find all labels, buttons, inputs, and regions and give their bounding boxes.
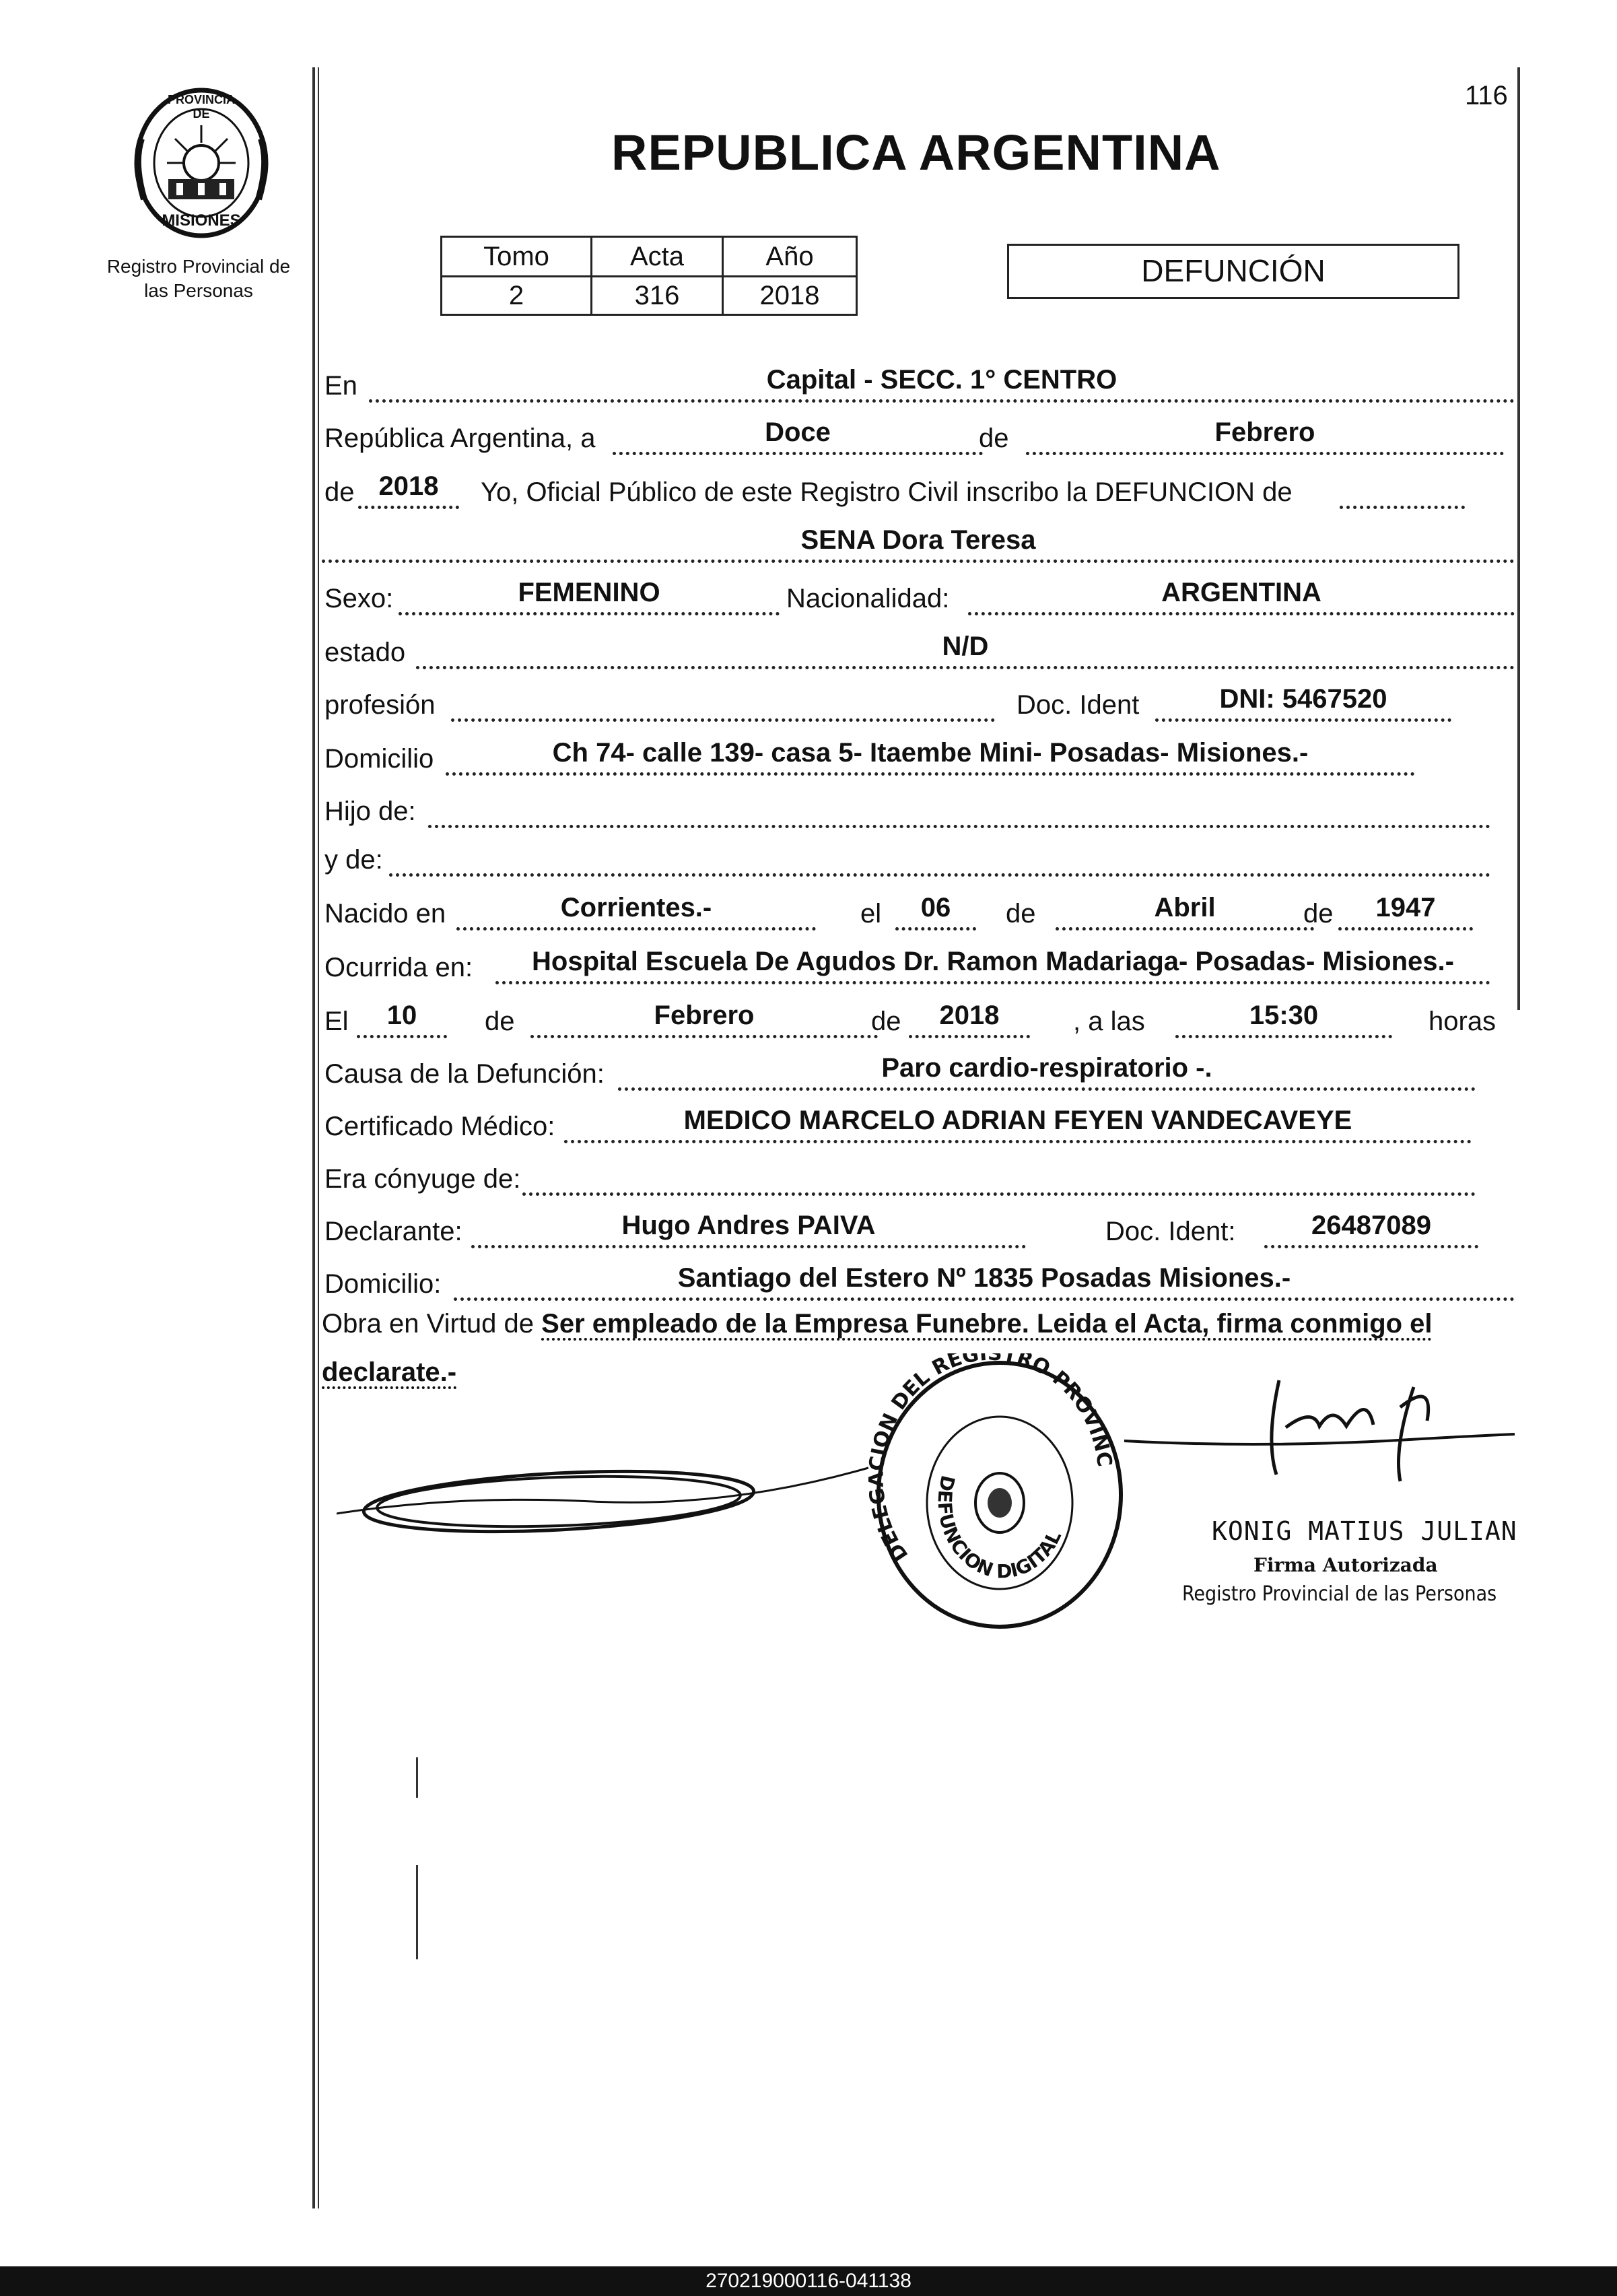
value-anio: 2018 bbox=[378, 471, 439, 501]
right-margin-line bbox=[1517, 67, 1520, 1010]
stamp-inner-text: DEFUNCION DIGITAL bbox=[933, 1473, 1066, 1583]
record-value-acta: 316 bbox=[592, 277, 723, 315]
value-obra: Ser empleado de la Empresa Funebre. Leida el Acta, firma conmigo el declarate.- bbox=[322, 1309, 1433, 1387]
label-profesion: profesión bbox=[324, 690, 436, 720]
label-causa: Causa de la Defunción: bbox=[324, 1059, 605, 1089]
row-en bbox=[322, 364, 1515, 407]
field-el-dia bbox=[357, 996, 447, 1038]
label-declarante: Declarante: bbox=[324, 1217, 462, 1246]
value-nacionalidad: ARGENTINA bbox=[1161, 578, 1321, 607]
field-el-mes bbox=[530, 996, 878, 1038]
seal-text-top: PROVINCIA DE bbox=[167, 93, 235, 121]
value-ocurrida-en: Hospital Escuela De Agudos Dr. Ramon Madariaga- Posadas- Misiones.- bbox=[532, 947, 1454, 976]
label-el-anio: de bbox=[871, 1007, 901, 1036]
row-certificado bbox=[322, 1104, 1515, 1147]
value-mes: Febrero bbox=[1214, 417, 1315, 447]
record-header-anio: Año bbox=[723, 237, 857, 277]
page-title: REPUBLICA ARGENTINA bbox=[611, 125, 1221, 180]
label-el-dia: El bbox=[324, 1007, 349, 1036]
official-stamp bbox=[868, 1353, 1131, 1636]
record-value-tomo: 2 bbox=[442, 277, 592, 315]
row-domicilio bbox=[322, 737, 1515, 780]
value-el-dia: 10 bbox=[386, 1001, 417, 1030]
row-estado bbox=[322, 630, 1515, 673]
field-oficial-tail bbox=[1340, 467, 1465, 509]
field-declarante-doc bbox=[1264, 1206, 1478, 1248]
field-nacionalidad bbox=[968, 573, 1515, 615]
seal-text-bottom: MISIONES bbox=[162, 211, 241, 230]
field-estado bbox=[416, 627, 1515, 669]
field-anio bbox=[358, 467, 459, 509]
value-declarante: Hugo Andres PAIVA bbox=[621, 1211, 876, 1240]
registry-label-line1: Registro Provincial de bbox=[106, 256, 291, 277]
label-nacido-en: Nacido en bbox=[324, 899, 446, 928]
left-margin-line-inner bbox=[318, 67, 319, 2208]
label-y-de: y de: bbox=[324, 845, 383, 875]
field-declarante bbox=[471, 1206, 1026, 1248]
official-signature bbox=[1117, 1367, 1521, 1488]
field-hora bbox=[1175, 996, 1392, 1038]
value-el-anio: 2018 bbox=[939, 1001, 1000, 1030]
field-hijo-de bbox=[428, 786, 1490, 828]
registry-seal bbox=[128, 85, 275, 241]
value-nacido-anio: 1947 bbox=[1375, 893, 1436, 922]
signatory-name: KONIG MATIUS JULIAN bbox=[1212, 1516, 1517, 1546]
field-declarante-domicilio bbox=[454, 1258, 1515, 1301]
label-de-mes: de bbox=[979, 424, 1009, 453]
row-y-de bbox=[322, 838, 1515, 881]
label-estado: estado bbox=[324, 638, 406, 667]
record-header-tomo: Tomo bbox=[442, 237, 592, 277]
label-conyuge: Era cónyuge de: bbox=[324, 1164, 521, 1194]
value-estado: N/D bbox=[942, 632, 989, 661]
label-nacionalidad: Nacionalidad: bbox=[786, 584, 950, 613]
label-sexo: Sexo: bbox=[324, 584, 394, 613]
label-doc-ident: Doc. Ident bbox=[1017, 690, 1140, 720]
field-mes bbox=[1026, 413, 1504, 455]
footer-code: 270219000116-041138 bbox=[0, 2266, 1617, 2296]
row-fecha-defuncion bbox=[322, 999, 1515, 1042]
value-causa: Paro cardio-respiratorio -. bbox=[881, 1053, 1212, 1083]
svg-text:DELEGACION DEL REGISTRO PROVIN bbox=[868, 1353, 1116, 1565]
record-header-acta: Acta bbox=[592, 237, 723, 277]
field-nacido-anio bbox=[1338, 888, 1473, 931]
value-hora: 15:30 bbox=[1249, 1001, 1319, 1030]
field-domicilio bbox=[446, 733, 1415, 776]
value-dia: Doce bbox=[765, 417, 831, 447]
value-en: Capital - SECC. 1° CENTRO bbox=[766, 365, 1117, 395]
label-nacido-el: el bbox=[860, 899, 882, 928]
row-declarante-domicilio bbox=[322, 1262, 1515, 1305]
row-sexo bbox=[322, 576, 1515, 619]
value-declarante-doc: 26487089 bbox=[1311, 1211, 1431, 1240]
declarant-signature bbox=[337, 1454, 875, 1555]
value-el-mes: Febrero bbox=[654, 1001, 755, 1030]
registry-label bbox=[88, 255, 310, 303]
value-nombre: SENA Dora Teresa bbox=[800, 525, 1036, 555]
label-republica: República Argentina, a bbox=[324, 424, 596, 453]
label-en: En bbox=[324, 371, 357, 401]
label-declarante-doc: Doc. Ident: bbox=[1105, 1217, 1236, 1246]
field-dia bbox=[613, 413, 983, 455]
value-certificado: MEDICO MARCELO ADRIAN FEYEN VANDECAVEYE bbox=[683, 1106, 1352, 1135]
row-profesion bbox=[322, 683, 1515, 726]
label-nacido-mes: de bbox=[1006, 899, 1036, 928]
signatory-role: Firma Autorizada bbox=[1253, 1554, 1438, 1576]
field-nacido-el bbox=[895, 888, 976, 931]
record-type-box: DEFUNCIÓN bbox=[1007, 244, 1459, 299]
field-y-de bbox=[389, 834, 1490, 877]
scan-mark-1 bbox=[416, 1757, 418, 1798]
left-margin-line bbox=[312, 67, 315, 2208]
stamp-outer-text: DELE ION DEL REGISTRO PROVINC bbox=[868, 1353, 1117, 1566]
field-ocurrida-en bbox=[495, 942, 1490, 984]
label-declarante-domicilio: Domicilio: bbox=[324, 1269, 442, 1299]
row-nombre bbox=[322, 524, 1515, 567]
label-certificado: Certificado Médico: bbox=[324, 1112, 555, 1141]
field-sexo bbox=[399, 573, 780, 615]
row-declarante bbox=[322, 1209, 1515, 1252]
field-causa bbox=[618, 1048, 1476, 1091]
record-value-anio: 2018 bbox=[723, 277, 857, 315]
label-de-anio: de bbox=[324, 477, 355, 507]
field-certificado bbox=[564, 1101, 1472, 1143]
label-el-mes: de bbox=[485, 1007, 515, 1036]
row-conyuge bbox=[322, 1157, 1515, 1200]
field-nacido-en bbox=[456, 888, 816, 931]
label-hora: , a las bbox=[1073, 1007, 1145, 1036]
value-nacido-en: Corrientes.- bbox=[560, 893, 712, 922]
value-doc-ident: DNI: 5467520 bbox=[1219, 684, 1387, 714]
value-domicilio: Ch 74- calle 139- casa 5- Itaembe Mini- Posadas- Misiones.- bbox=[552, 738, 1309, 768]
field-en bbox=[369, 360, 1515, 403]
field-nacido-mes bbox=[1056, 888, 1314, 931]
label-ocurrida-en: Ocurrida en: bbox=[324, 953, 473, 982]
registry-label-line2: las Personas bbox=[144, 280, 253, 301]
row-republica bbox=[322, 416, 1515, 459]
scan-mark-2 bbox=[416, 1865, 418, 1959]
label-hijo-de: Hijo de: bbox=[324, 797, 416, 826]
row-hijo-de bbox=[322, 789, 1515, 832]
record-table bbox=[440, 236, 858, 316]
row-ocurrida bbox=[322, 945, 1515, 988]
value-nacido-el: 06 bbox=[920, 893, 951, 922]
label-nacido-anio: de bbox=[1303, 899, 1334, 928]
value-sexo: FEMENINO bbox=[518, 578, 660, 607]
value-nacido-mes: Abril bbox=[1154, 893, 1216, 922]
label-domicilio: Domicilio bbox=[324, 744, 434, 774]
field-doc-ident bbox=[1155, 679, 1451, 722]
label-obra: Obra en Virtud de bbox=[322, 1309, 535, 1339]
signatory-org: Registro Provincial de las Personas bbox=[1182, 1582, 1497, 1606]
row-nacido bbox=[322, 891, 1515, 935]
field-nombre bbox=[322, 520, 1515, 563]
field-conyuge bbox=[522, 1153, 1476, 1196]
row-causa bbox=[322, 1052, 1515, 1095]
oficial-text: Yo, Oficial Público de este Registro Civil inscribo la DEFUNCION de bbox=[481, 477, 1293, 507]
page-number: 116 bbox=[1465, 81, 1508, 110]
field-profesion bbox=[451, 679, 995, 722]
field-el-anio bbox=[909, 996, 1030, 1038]
value-declarante-domicilio: Santiago del Estero Nº 1835 Posadas Misiones.- bbox=[677, 1263, 1291, 1293]
label-horas: horas bbox=[1429, 1007, 1496, 1036]
row-oficial bbox=[322, 470, 1515, 513]
